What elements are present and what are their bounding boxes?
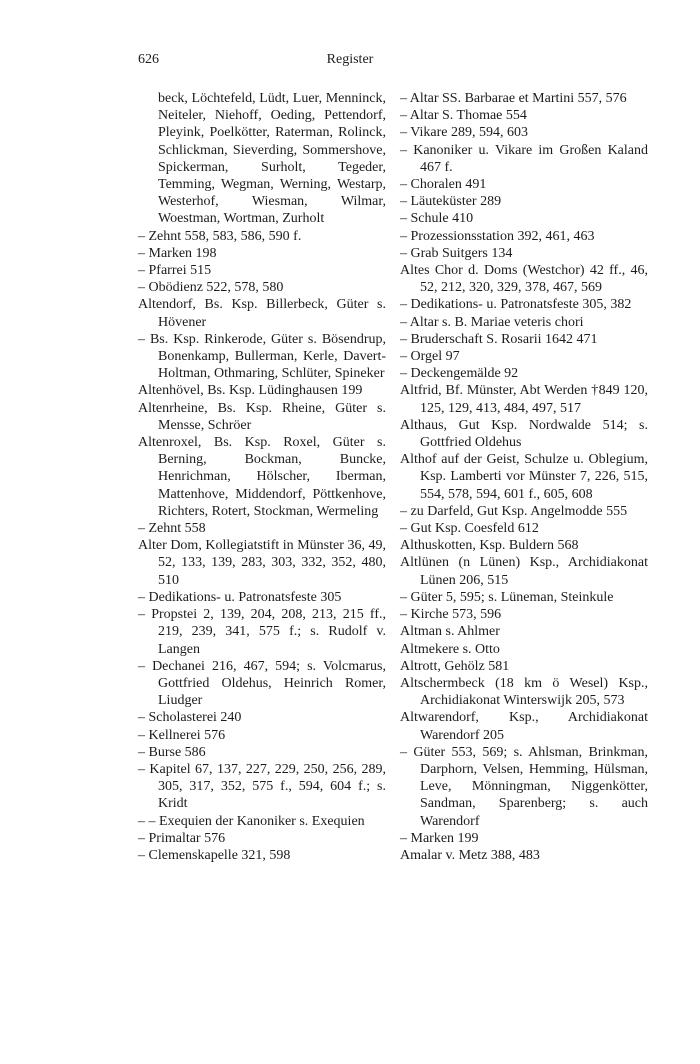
index-entry: – Prozessionsstation 392, 461, 463 [400, 228, 595, 244]
index-entry: – Grab Suitgers 134 [400, 245, 513, 261]
index-entry: – Clemenskapelle 321, 598 [138, 847, 291, 863]
index-entry: – Propstei 2, 139, 204, 208, 213, 215 ff., 219, 239, 341, 575 f.; s. Rudolf v. Langen [138, 607, 386, 657]
index-entry: Amalar v. Metz 388, 483 [400, 847, 540, 863]
index-entry: – Kanoniker u. Vikare im Großen Kaland 467 f. [400, 142, 648, 175]
index-entry: Altschermbeck (18 km ö Wesel) Ksp., Archidiakonat Winterswijk 205, 573 [400, 675, 648, 709]
index-entry: – zu Darfeld, Gut Ksp. Angelmodde 555 [400, 503, 628, 519]
index-entry: Althuskotten, Ksp. Buldern 568 [400, 538, 579, 554]
index-entry: – Orgel 97 [400, 349, 460, 365]
index-entry: – Kirche 573, 596 [400, 607, 502, 623]
index-entry: Altlünen (n Lünen) Ksp., Archidiakonat Lünen 206, 515 [400, 555, 648, 588]
index-entry: – Altar s. B. Mariae veteris chori [400, 314, 584, 330]
index-entry: Althaus, Gut Ksp. Nordwalde 514; s. Gottfried Oldehus [400, 417, 648, 451]
index-entry: – Vikare 289, 594, 603 [400, 125, 528, 141]
index-entry: – Deckengemälde 92 [400, 366, 519, 382]
index-entry: – Schule 410 [400, 211, 474, 227]
index-entry: – Burse 586 [138, 744, 206, 760]
index-entry: – – Exequien der Kanoniker s. Exequien [138, 813, 365, 829]
index-entry: – Güter 553, 569; s. Ahlsman, Brinkman, Darphorn, Velsen, Hemming, Hülsman, Leve, Mönningman, Niggenkötter, Sandman, Sparenberg; s. auch Warendorf [400, 744, 648, 829]
index-entry: – Dedikations- u. Patronatsfeste 305 [138, 589, 342, 605]
index-entry: – Kapitel 67, 137, 227, 229, 250, 256, 289, 305, 317, 352, 575 f., 594, 604 f.; s. Kridt [138, 761, 386, 812]
index-column-left [138, 90, 386, 864]
index-entry: – Dechanei 216, 467, 594; s. Volcmarus, Gottfried Oldehus, Heinrich Romer, Liudger [138, 658, 386, 709]
page-number: 626 [138, 52, 159, 67]
index-entry: – Güter 5, 595; s. Lüneman, Steinkule [400, 589, 614, 605]
index-entry: – Gut Ksp. Coesfeld 612 [400, 521, 539, 537]
index-entry: beck, Löchtefeld, Lüdt, Luer, Menninck, Neiteler, Niehoff, Oeding, Pettendorf, Pleyink, Poelkötter, Raterman, Rolinck, Schlickman, Sieverding, Sommershove, Spickerman, Surholt, Tegeder, Temming, Wegman, Werning, Westarp, Westerhof, Wiesman, Wilmar, Woestman, Wortman, Zurholt [158, 91, 386, 227]
index-entry: – Obödienz 522, 578, 580 [138, 280, 284, 296]
index-entry: – Scholasterei 240 [138, 710, 242, 726]
index-entry: Altwarendorf, Ksp., Archidiakonat Warendorf 205 [400, 710, 648, 743]
index-entry: – Zehnt 558, 583, 586, 590 f. [138, 228, 302, 244]
index-entry: – Kellnerei 576 [138, 727, 226, 743]
index-entry: – Bs. Ksp. Rinkerode, Güter s. Bösendrup, Bonenkamp, Bullerman, Kerle, Davert-Holtman, Othmaring, Schlüter, Spineker [138, 331, 386, 382]
index-entry: – Altar SS. Barbarae et Martini 557, 576 [400, 91, 627, 106]
index-entry: – Bruderschaft S. Rosarii 1642 471 [400, 331, 598, 347]
index-entry: – Marken 199 [400, 830, 479, 846]
index-entry: Altendorf, Bs. Ksp. Billerbeck, Güter s. Hövener [138, 297, 386, 330]
index-entry: Altenhövel, Bs. Ksp. Lüdinghausen 199 [138, 383, 363, 399]
index-entry: – Marken 198 [138, 245, 217, 261]
index-entry: Althof auf der Geist, Schulze u. Oblegium, Ksp. Lamberti vor Münster 7, 226, 515, 554, 578, 594, 601 f., 605, 608 [400, 452, 648, 502]
index-column-right [400, 90, 648, 864]
index-entry: Altrott, Gehölz 581 [400, 658, 510, 674]
running-head: Register [326, 52, 374, 67]
index-entry: – Choralen 491 [400, 177, 487, 193]
index-entry: – Läuteküster 289 [400, 194, 502, 210]
index-entry: Altman s. Ahlmer [400, 624, 500, 640]
index-entry: – Dedikations- u. Patronatsfeste 305, 382 [400, 297, 632, 313]
index-entry: – Zehnt 558 [138, 521, 206, 537]
index-entry: – Altar S. Thomae 554 [400, 108, 527, 124]
index-entry: Altenroxel, Bs. Ksp. Roxel, Güter s. Berning, Bockman, Buncke, Henrichman, Hölscher, Iberman, Mattenhove, Middendorf, Pöttkenhove, Richters, Rotert, Stockman, Wermeling [138, 435, 386, 519]
index-entry: Altmekere s. Otto [400, 641, 500, 657]
index-entry: Altfrid, Bf. Münster, Abt Werden †849 120, 125, 129, 413, 484, 497, 517 [400, 383, 648, 416]
index-entry: – Pfarrei 515 [138, 263, 212, 279]
index-entry: Altenrheine, Bs. Ksp. Rheine, Güter s. Mensse, Schröer [138, 400, 386, 433]
index-entry: Alter Dom, Kollegiatstift in Münster 36, 49, 52, 133, 139, 283, 303, 332, 352, 480, 510 [138, 538, 386, 588]
index-entry: – Primaltar 576 [138, 830, 226, 846]
index-entry: Altes Chor d. Doms (Westchor) 42 ff., 46, 52, 212, 320, 329, 378, 467, 569 [400, 263, 648, 296]
